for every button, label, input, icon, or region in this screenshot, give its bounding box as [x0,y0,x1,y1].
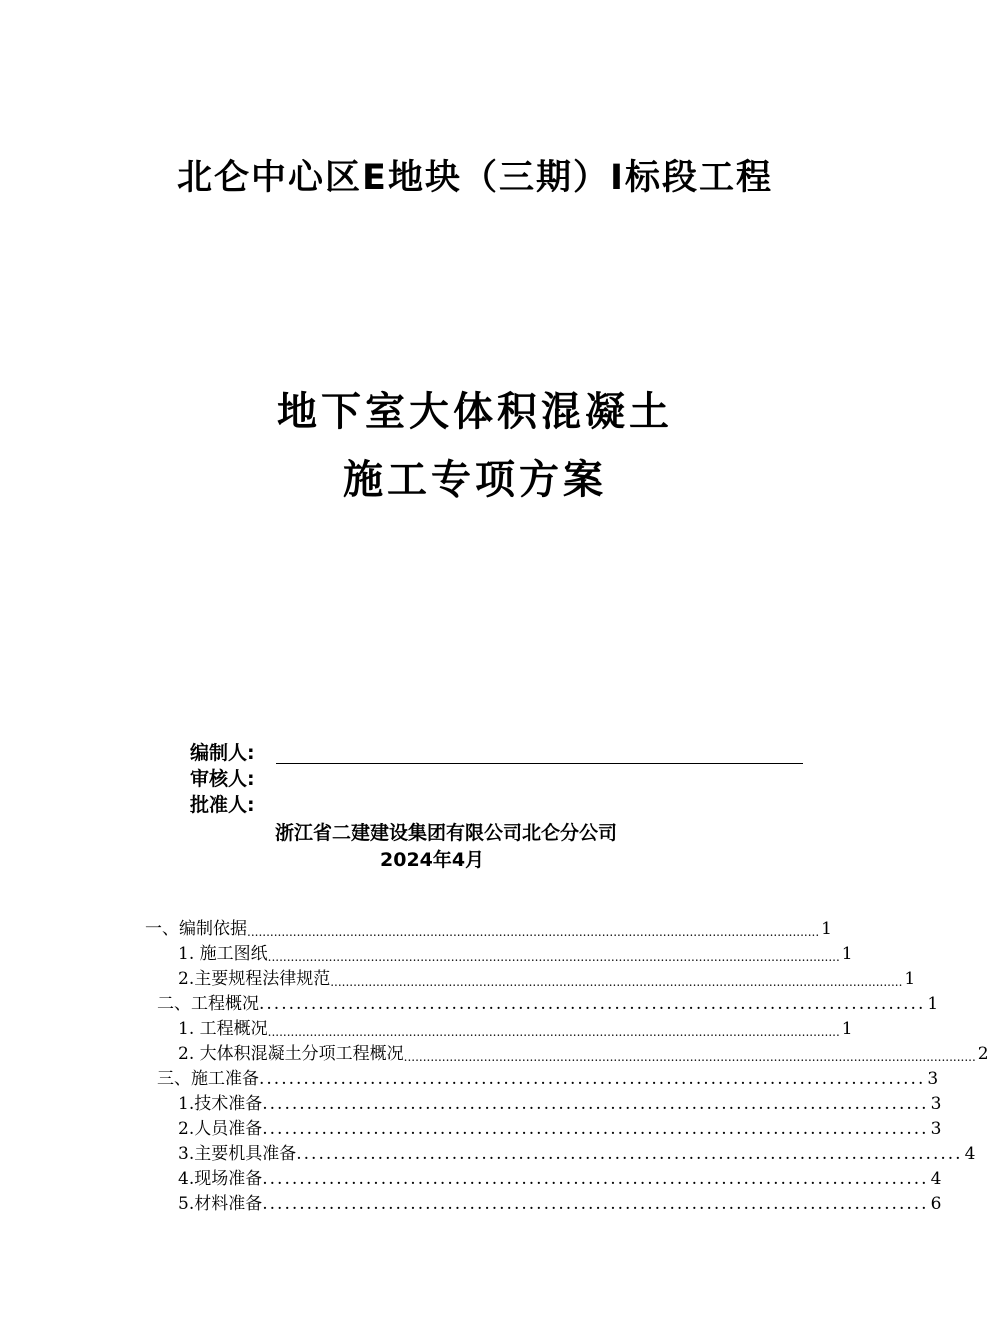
toc-item[interactable] [178,1015,853,1039]
toc-leader-dots: ...................................................................................................................................................... [403,1050,976,1064]
toc-item-page: 4 [964,1144,976,1164]
toc-leader-dots: ...................................................................................................................................................... [267,1025,840,1039]
project-title: 北仑中心区E地块（三期）Ⅰ标段工程 [177,158,773,198]
toc-leader-dots: .......................................................................................... [262,1094,929,1114]
toc-leader-dots: .......................................................................................... [259,1069,926,1089]
toc-leader-dots: .......................................................................................... [262,1119,929,1139]
toc-item-label: 2.人员准备 [178,1119,263,1139]
toc-leader-dots: .......................................................................................... [259,994,926,1014]
toc-item-page: 4 [930,1169,942,1189]
toc-item[interactable] [157,990,939,1014]
toc-item-label: 2. 大体积混凝土分项工程概况 [178,1044,404,1064]
toc-item[interactable] [178,1190,942,1214]
toc-item-label: 一、编制依据 [145,919,247,939]
toc-item[interactable] [178,1090,942,1114]
document-title-line-2: 施工专项方案 [343,457,607,503]
toc-item-page: 1 [841,944,853,964]
toc-item[interactable] [178,1115,942,1139]
compiler-signature-line [276,763,803,764]
toc-item[interactable] [157,1065,939,1089]
toc-leader-dots: ...................................................................................................................................................... [247,925,820,939]
toc-item[interactable] [178,1040,989,1064]
toc-item[interactable] [178,965,916,989]
toc-item-label: 4.现场准备 [178,1169,263,1189]
toc-item-page: 1 [821,919,832,939]
company-name: 浙江省二建建设集团有限公司北仑分公司 [275,822,618,844]
toc-item-page: 6 [930,1194,942,1214]
toc-leader-dots: .......................................................................................... [262,1169,929,1189]
document-date: 2024年4月 [380,849,485,871]
toc-item-label: 二、工程概况 [157,994,259,1014]
toc-item-page: 1 [841,1019,853,1039]
reviewer-label: 审核人: [190,768,255,790]
toc-item-label: 1.技术准备 [178,1094,263,1114]
toc-item-page: 3 [930,1119,942,1139]
toc-item[interactable] [145,915,832,939]
approver-label: 批准人: [190,794,255,816]
toc-leader-dots: .......................................................................................... [296,1144,963,1164]
toc-item[interactable] [178,1140,976,1164]
document-title-line-1: 地下室大体积混凝土 [277,389,673,435]
toc-item-label: 1. 施工图纸 [178,944,268,964]
toc-leader-dots: .......................................................................................... [262,1194,929,1214]
toc-item[interactable] [178,940,853,964]
toc-leader-dots: ...................................................................................................................................................... [267,950,840,964]
toc-item[interactable] [178,1165,942,1189]
compiler-label: 编制人: [190,742,255,764]
toc-leader-dots: ...................................................................................................................................................... [330,975,903,989]
toc-item-page: 1 [904,969,916,989]
toc-item-label: 三、施工准备 [157,1069,259,1089]
toc-item-page: 3 [930,1094,942,1114]
toc-item-page: 2 [977,1044,989,1064]
toc-item-label: 5.材料准备 [178,1194,263,1214]
toc-item-page: 3 [927,1069,939,1089]
toc-item-label: 1. 工程概况 [178,1019,268,1039]
toc-item-label: 2.主要规程法律规范 [178,969,331,989]
toc-item-page: 1 [927,994,939,1014]
toc-item-label: 3.主要机具准备 [178,1144,297,1164]
